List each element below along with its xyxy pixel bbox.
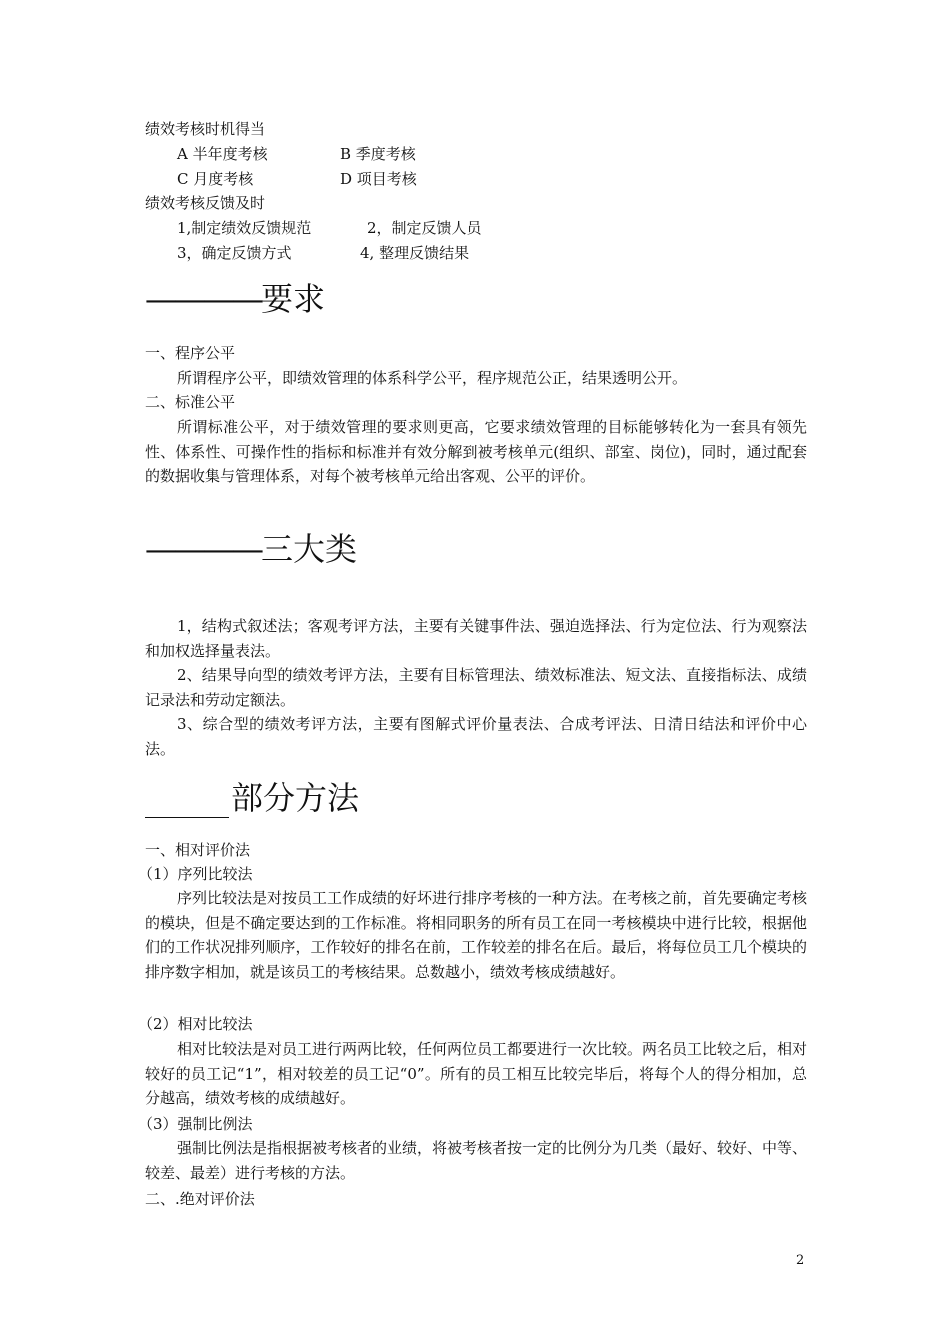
feedback-title: 绩效考核反馈及时: [145, 194, 266, 212]
method-2-title: （2）相对比较法: [138, 1015, 253, 1033]
page-number: 2: [796, 1253, 805, 1268]
requirements-heading: [145, 279, 325, 319]
three-types-heading: [145, 529, 357, 569]
section-relative-evaluation: 一、相对评价法: [145, 841, 251, 859]
method-3-title: （3）强制比例法: [138, 1115, 253, 1133]
heading-text: 部分方法: [231, 779, 360, 817]
timing-title: 绩效考核时机得当: [145, 120, 266, 138]
option-b: B 季度考核: [340, 145, 416, 163]
section-procedural-fairness: 一、程序公平: [145, 344, 236, 362]
method-1-title: （1）序列比较法: [138, 865, 253, 883]
standard-fairness-body: 所谓标准公平，对于绩效管理的要求则更高，它要求绩效管理的目标能够转化为一套具有领先性、体系性、可操作性的指标和标准并有效分解到被考核单元(组织、部室、岗位)，同时，通过配套的数据收集与管理体系，对每个被考核单元给出客观、公平的评价。: [145, 418, 807, 485]
heading-text: 三大类: [261, 530, 358, 568]
three-types-p2: 2、结果导向型的绩效考评方法，主要有目标管理法、绩效标准法、短文法、直接指标法、成绩记录法和劳动定额法。: [145, 666, 807, 709]
option-d: D 项目考核: [340, 170, 417, 188]
heading-text: 要求: [261, 280, 326, 318]
feedback-item-3: 3，确定反馈方式: [177, 244, 292, 262]
section-absolute-evaluation: 二、.绝对评价法: [145, 1190, 255, 1208]
feedback-item-1: 1,制定绩效反馈规范: [177, 219, 312, 237]
method-2-body: 相对比较法是对员工进行两两比较，任何两位员工都要进行一次比较。两名员工比较之后，相对较好的员工记“1”，相对较差的员工记“0”。所有的员工相互比较完毕后，将每个人的得分相加，总分越高，绩效考核的成绩越好。: [145, 1040, 808, 1107]
method-1-body: 序列比较法是对按员工工作成绩的好坏进行排序考核的一种方法。在考核之前，首先要确定考核的模块，但是不确定要达到的工作标准。将相同职务的所有员工在同一考核模块中进行比较，根据他们的工作状况排列顺序，工作较好的排名在前，工作较差的排名在后。最后，将每位员工几个模块的排序数字相加，就是该员工的考核结果。总数越小，绩效考核成绩越好。: [145, 889, 808, 981]
methods-heading: [145, 778, 359, 818]
method-3-body: 强制比例法是指根据被考核者的业绩，将被考核者按一定的比例分为几类（最好、较好、中等、较差、最差）进行考核的方法。: [145, 1139, 808, 1182]
heading-dash: ————: [145, 530, 261, 568]
option-c: C 月度考核: [177, 170, 254, 188]
heading-dash: ————: [145, 280, 261, 318]
heading-underline: [145, 787, 229, 818]
feedback-item-2: 2，制定反馈人员: [367, 219, 482, 237]
three-types-p3: 3、综合型的绩效考评方法，主要有图解式评价量表法、合成考评法、日清日结法和评价中心法。: [145, 715, 807, 758]
feedback-item-4: 4, 整理反馈结果: [360, 244, 470, 262]
section-standard-fairness: 二、标准公平: [145, 393, 236, 411]
procedural-fairness-body: 所谓程序公平，即绩效管理的体系科学公平，程序规范公正，结果透明公开。: [177, 369, 688, 387]
option-a: A 半年度考核: [177, 145, 268, 163]
three-types-p1: 1，结构式叙述法；客观考评方法，主要有关键事件法、强迫选择法、行为定位法、行为观察法和加权选择量表法。: [145, 617, 807, 660]
